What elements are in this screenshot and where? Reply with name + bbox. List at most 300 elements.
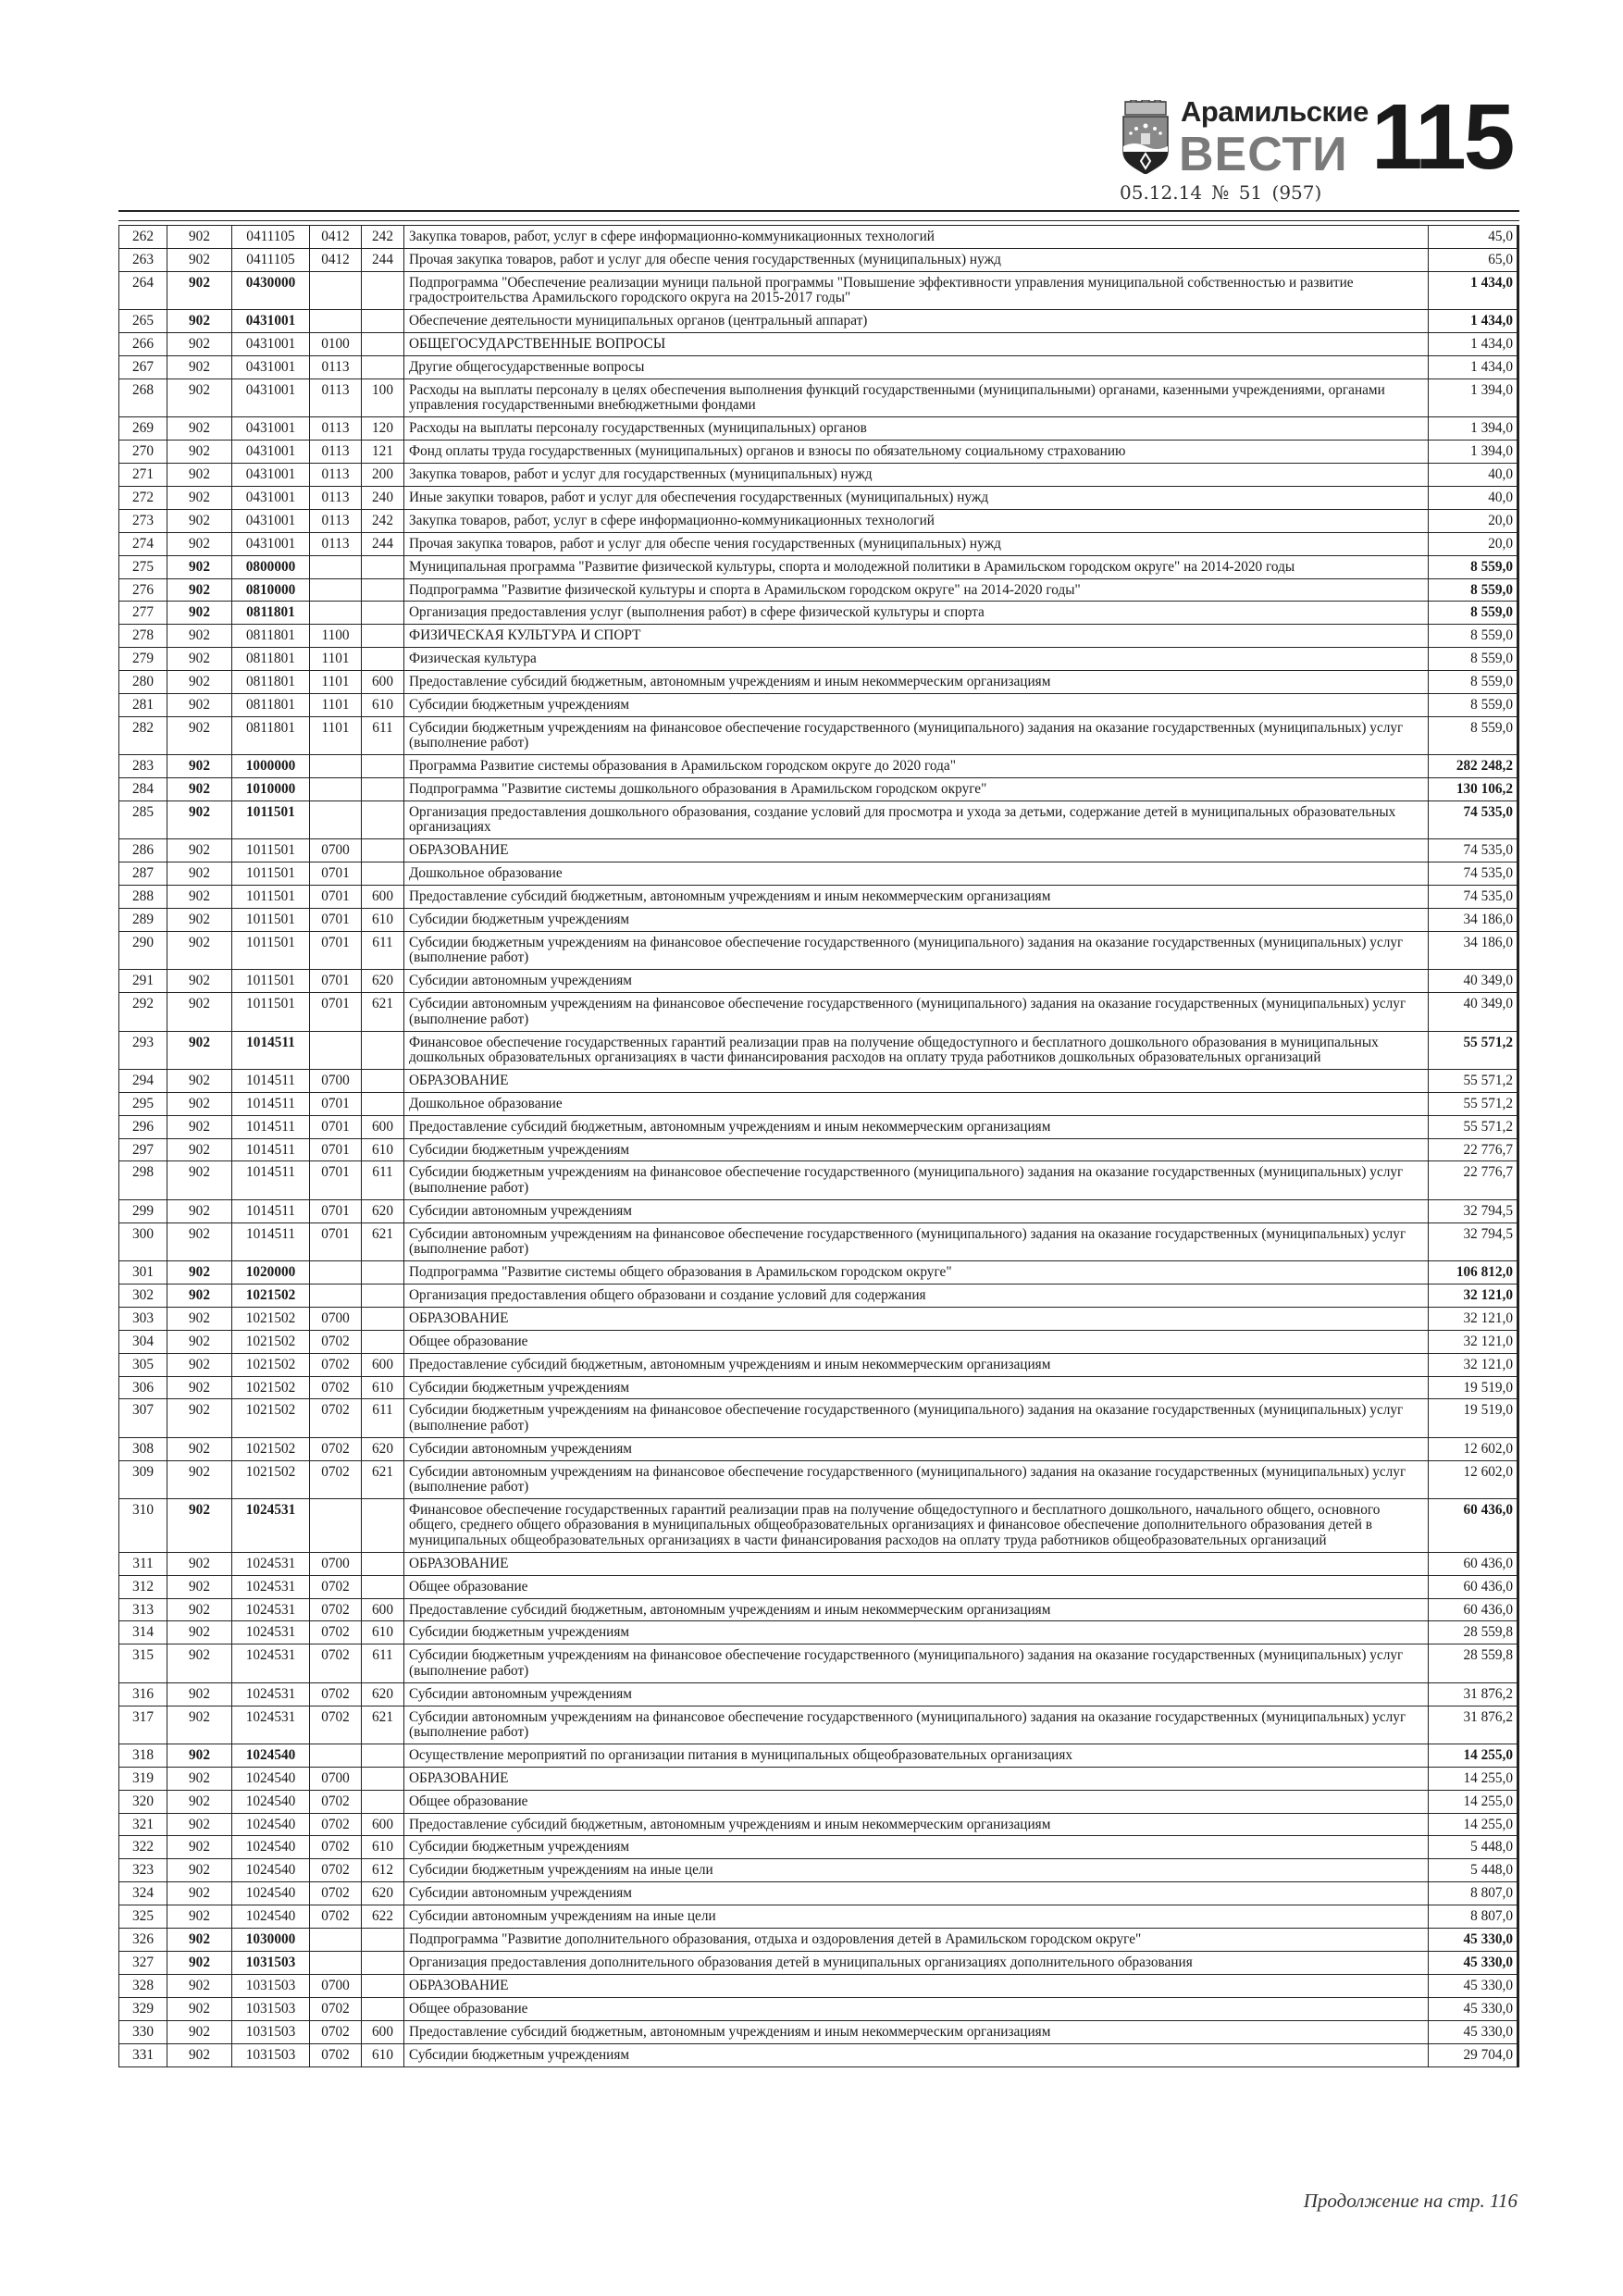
- section-code-cell: [310, 310, 362, 333]
- target-article-code-cell: 1014511: [232, 1031, 310, 1069]
- department-code-cell: 902: [167, 716, 232, 754]
- expense-type-code-cell: [362, 578, 404, 602]
- table-row: [119, 1552, 1518, 1575]
- header-rule: [118, 210, 1519, 212]
- department-code-cell: 902: [167, 1115, 232, 1138]
- amount-cell: 20,0: [1429, 532, 1518, 555]
- section-code-cell: 0702: [310, 1859, 362, 1882]
- amount-cell: 1 434,0: [1429, 310, 1518, 333]
- amount-cell: 74 535,0: [1429, 839, 1518, 863]
- department-code-cell: 902: [167, 310, 232, 333]
- description-cell: Предоставление субсидий бюджетным, автономным учреждениям и иным некоммерческим организациям: [404, 1353, 1429, 1376]
- table-row: [119, 1498, 1518, 1552]
- description-cell: Субсидии бюджетным учреждениям на финансовое обеспечение государственного (муниципального) задания на оказание государственных (муниципальных) услуг (выполнение работ): [404, 1644, 1429, 1682]
- amount-cell: 40 349,0: [1429, 970, 1518, 993]
- department-code-cell: 902: [167, 839, 232, 863]
- section-code-cell: 0701: [310, 932, 362, 970]
- row-number-cell: 289: [119, 909, 167, 932]
- section-code-cell: 1100: [310, 625, 362, 648]
- target-article-code-cell: 0431001: [232, 310, 310, 333]
- row-number-cell: 303: [119, 1307, 167, 1330]
- target-article-code-cell: 1011501: [232, 801, 310, 839]
- department-code-cell: 902: [167, 886, 232, 909]
- department-code-cell: 902: [167, 1261, 232, 1285]
- target-article-code-cell: 0811801: [232, 694, 310, 717]
- row-number-cell: 327: [119, 1952, 167, 1975]
- expense-type-code-cell: 610: [362, 1138, 404, 1161]
- row-number-cell: 318: [119, 1744, 167, 1767]
- expense-type-code-cell: [362, 1952, 404, 1975]
- department-code-cell: 902: [167, 1644, 232, 1682]
- description-cell: Прочая закупка товаров, работ и услуг для обеспе чения государственных (муниципальных) нужд: [404, 532, 1429, 555]
- amount-cell: 65,0: [1429, 248, 1518, 271]
- department-code-cell: 902: [167, 801, 232, 839]
- amount-cell: 45 330,0: [1429, 1997, 1518, 2020]
- description-cell: Расходы на выплаты персоналу государственных (муниципальных) органов: [404, 417, 1429, 441]
- department-code-cell: 902: [167, 1069, 232, 1092]
- table-row: [119, 1199, 1518, 1222]
- description-cell: ОБРАЗОВАНИЕ: [404, 1767, 1429, 1790]
- row-number-cell: 328: [119, 1974, 167, 1997]
- amount-cell: 74 535,0: [1429, 863, 1518, 886]
- table-row: [119, 379, 1518, 416]
- amount-cell: 1 434,0: [1429, 333, 1518, 356]
- department-code-cell: 902: [167, 1706, 232, 1744]
- amount-cell: 22 776,7: [1429, 1161, 1518, 1199]
- table-row: [119, 1706, 1518, 1744]
- amount-cell: 20,0: [1429, 509, 1518, 532]
- description-cell: ОБРАЗОВАНИЕ: [404, 1552, 1429, 1575]
- department-code-cell: 902: [167, 1682, 232, 1706]
- row-number-cell: 279: [119, 648, 167, 671]
- target-article-code-cell: 1020000: [232, 1261, 310, 1285]
- section-code-cell: [310, 1261, 362, 1285]
- row-number-cell: 300: [119, 1222, 167, 1260]
- table-row: [119, 248, 1518, 271]
- expense-type-code-cell: [362, 1790, 404, 1813]
- expense-type-code-cell: 244: [362, 532, 404, 555]
- target-article-code-cell: 1024531: [232, 1498, 310, 1552]
- amount-cell: 40,0: [1429, 463, 1518, 486]
- expense-type-code-cell: [362, 755, 404, 778]
- row-number-cell: 310: [119, 1498, 167, 1552]
- section-code-cell: 0700: [310, 1552, 362, 1575]
- city-coat-of-arms-icon: [1120, 100, 1171, 174]
- row-number-cell: 267: [119, 355, 167, 379]
- table-row: [119, 333, 1518, 356]
- table-row: [119, 1929, 1518, 1952]
- target-article-code-cell: 1014511: [232, 1199, 310, 1222]
- section-code-cell: 0702: [310, 1905, 362, 1929]
- row-number-cell: 266: [119, 333, 167, 356]
- target-article-code-cell: 1011501: [232, 863, 310, 886]
- description-cell: Закупка товаров, работ и услуг для государственных (муниципальных) нужд: [404, 463, 1429, 486]
- section-code-cell: [310, 1031, 362, 1069]
- department-code-cell: 902: [167, 1199, 232, 1222]
- department-code-cell: 902: [167, 970, 232, 993]
- budget-table: [118, 225, 1519, 2067]
- target-article-code-cell: 0810000: [232, 578, 310, 602]
- department-code-cell: 902: [167, 248, 232, 271]
- expense-type-code-cell: 100: [362, 379, 404, 416]
- target-article-code-cell: 1011501: [232, 932, 310, 970]
- table-row: [119, 555, 1518, 578]
- expense-type-code-cell: [362, 1575, 404, 1598]
- target-article-code-cell: 1021502: [232, 1460, 310, 1498]
- expense-type-code-cell: 611: [362, 1161, 404, 1199]
- department-code-cell: 902: [167, 1031, 232, 1069]
- department-code-cell: 902: [167, 1307, 232, 1330]
- department-code-cell: 902: [167, 694, 232, 717]
- table-row: [119, 1598, 1518, 1621]
- section-code-cell: 0412: [310, 226, 362, 249]
- row-number-cell: 269: [119, 417, 167, 441]
- description-cell: Осуществление мероприятий по организации питания в муниципальных общеобразовательных организациях: [404, 1744, 1429, 1767]
- table-row: [119, 532, 1518, 555]
- target-article-code-cell: 1024531: [232, 1598, 310, 1621]
- target-article-code-cell: 0431001: [232, 532, 310, 555]
- target-article-code-cell: 0411105: [232, 248, 310, 271]
- department-code-cell: 902: [167, 1997, 232, 2020]
- amount-cell: 22 776,7: [1429, 1138, 1518, 1161]
- expense-type-code-cell: [362, 333, 404, 356]
- section-code-cell: 0701: [310, 1161, 362, 1199]
- description-cell: Субсидии бюджетным учреждениям: [404, 909, 1429, 932]
- row-number-cell: 312: [119, 1575, 167, 1598]
- department-code-cell: 902: [167, 333, 232, 356]
- target-article-code-cell: 0811801: [232, 648, 310, 671]
- section-code-cell: 0702: [310, 1813, 362, 1836]
- target-article-code-cell: 1030000: [232, 1929, 310, 1952]
- section-code-cell: 0702: [310, 1353, 362, 1376]
- expense-type-code-cell: 600: [362, 671, 404, 694]
- target-article-code-cell: 1011501: [232, 970, 310, 993]
- section-code-cell: 0700: [310, 1974, 362, 1997]
- section-code-cell: [310, 555, 362, 578]
- amount-cell: 34 186,0: [1429, 909, 1518, 932]
- table-row: [119, 648, 1518, 671]
- department-code-cell: 902: [167, 1353, 232, 1376]
- section-code-cell: 1101: [310, 716, 362, 754]
- table-row: [119, 1092, 1518, 1115]
- description-cell: Финансовое обеспечение государственных гарантий реализации прав на получение общедоступного и бесплатного дошкольного образования в муниципальных дошкольных образовательных организациях в части финансирования расходов на оплату труда работников дошкольных образовательных организаций: [404, 1031, 1429, 1069]
- amount-cell: 1 394,0: [1429, 417, 1518, 441]
- section-code-cell: 0702: [310, 1790, 362, 1813]
- expense-type-code-cell: [362, 778, 404, 801]
- section-code-cell: [310, 1284, 362, 1307]
- amount-cell: 45 330,0: [1429, 1929, 1518, 1952]
- row-number-cell: 296: [119, 1115, 167, 1138]
- row-number-cell: 316: [119, 1682, 167, 1706]
- description-cell: Субсидии автономным учреждениям: [404, 1199, 1429, 1222]
- expense-type-code-cell: 621: [362, 1222, 404, 1260]
- expense-type-code-cell: 620: [362, 970, 404, 993]
- section-code-cell: 0701: [310, 1222, 362, 1260]
- row-number-cell: 325: [119, 1905, 167, 1929]
- description-cell: ОБРАЗОВАНИЕ: [404, 1307, 1429, 1330]
- description-cell: Субсидии бюджетным учреждениям: [404, 1376, 1429, 1399]
- amount-cell: 14 255,0: [1429, 1744, 1518, 1767]
- description-cell: Субсидии автономным учреждениям: [404, 970, 1429, 993]
- amount-cell: 1 434,0: [1429, 355, 1518, 379]
- amount-cell: 1 394,0: [1429, 441, 1518, 464]
- target-article-code-cell: 0431001: [232, 463, 310, 486]
- section-code-cell: 0702: [310, 1598, 362, 1621]
- expense-type-code-cell: 610: [362, 1376, 404, 1399]
- description-cell: Субсидии бюджетным учреждениям: [404, 1621, 1429, 1644]
- expense-type-code-cell: 610: [362, 2043, 404, 2066]
- section-code-cell: 1101: [310, 694, 362, 717]
- section-code-cell: 0702: [310, 1836, 362, 1859]
- description-cell: Предоставление субсидий бюджетным, автономным учреждениям и иным некоммерческим организациям: [404, 2020, 1429, 2043]
- description-cell: Физическая культура: [404, 648, 1429, 671]
- section-code-cell: 0701: [310, 1115, 362, 1138]
- section-code-cell: [310, 1744, 362, 1767]
- target-article-code-cell: 1024540: [232, 1836, 310, 1859]
- section-code-cell: 0702: [310, 1399, 362, 1437]
- table-row: [119, 1790, 1518, 1813]
- department-code-cell: 902: [167, 1575, 232, 1598]
- expense-type-code-cell: [362, 1744, 404, 1767]
- description-cell: Организация предоставления дошкольного образования, создание условий для просмотра и ухода за детьми, содержание детей в муниципальных образовательных организациях: [404, 801, 1429, 839]
- row-number-cell: 273: [119, 509, 167, 532]
- section-code-cell: [310, 578, 362, 602]
- target-article-code-cell: 0431001: [232, 333, 310, 356]
- expense-type-code-cell: [362, 1307, 404, 1330]
- table-row: [119, 886, 1518, 909]
- description-cell: ОБРАЗОВАНИЕ: [404, 1974, 1429, 1997]
- row-number-cell: 268: [119, 379, 167, 416]
- expense-type-code-cell: [362, 310, 404, 333]
- section-code-cell: 0702: [310, 1330, 362, 1353]
- row-number-cell: 277: [119, 602, 167, 625]
- expense-type-code-cell: 600: [362, 886, 404, 909]
- department-code-cell: 902: [167, 1399, 232, 1437]
- expense-type-code-cell: [362, 648, 404, 671]
- table-row: [119, 1138, 1518, 1161]
- table-row: [119, 463, 1518, 486]
- amount-cell: 14 255,0: [1429, 1767, 1518, 1790]
- expense-type-code-cell: [362, 355, 404, 379]
- table-row: [119, 486, 1518, 509]
- table-row: [119, 1621, 1518, 1644]
- table-row: [119, 2020, 1518, 2043]
- description-cell: Расходы на выплаты персоналу в целях обеспечения выполнения функций государственными (муниципальными) органами, казенными учреждениями, органами управления государственными внебюджетными фондами: [404, 379, 1429, 416]
- target-article-code-cell: 1011501: [232, 909, 310, 932]
- department-code-cell: 902: [167, 463, 232, 486]
- row-number-cell: 321: [119, 1813, 167, 1836]
- department-code-cell: 902: [167, 993, 232, 1031]
- table-row: [119, 801, 1518, 839]
- target-article-code-cell: 1021502: [232, 1353, 310, 1376]
- row-number-cell: 299: [119, 1199, 167, 1222]
- department-code-cell: 902: [167, 1437, 232, 1460]
- row-number-cell: 301: [119, 1261, 167, 1285]
- table-row: [119, 1767, 1518, 1790]
- amount-cell: 55 571,2: [1429, 1115, 1518, 1138]
- section-code-cell: 0700: [310, 1767, 362, 1790]
- section-code-cell: 0113: [310, 486, 362, 509]
- table-row: [119, 1859, 1518, 1882]
- target-article-code-cell: 0430000: [232, 271, 310, 309]
- target-article-code-cell: 1024540: [232, 1767, 310, 1790]
- target-article-code-cell: 1021502: [232, 1399, 310, 1437]
- expense-type-code-cell: 620: [362, 1437, 404, 1460]
- target-article-code-cell: 1024540: [232, 1905, 310, 1929]
- table-row: [119, 1284, 1518, 1307]
- target-article-code-cell: 1000000: [232, 755, 310, 778]
- description-cell: Субсидии бюджетным учреждениям: [404, 1836, 1429, 1859]
- department-code-cell: 902: [167, 1330, 232, 1353]
- section-code-cell: 0113: [310, 509, 362, 532]
- row-number-cell: 297: [119, 1138, 167, 1161]
- target-article-code-cell: 1031503: [232, 1952, 310, 1975]
- amount-cell: 106 812,0: [1429, 1261, 1518, 1285]
- amount-cell: 5 448,0: [1429, 1859, 1518, 1882]
- row-number-cell: 271: [119, 463, 167, 486]
- amount-cell: 130 106,2: [1429, 778, 1518, 801]
- expense-type-code-cell: 200: [362, 463, 404, 486]
- target-article-code-cell: 1014511: [232, 1138, 310, 1161]
- expense-type-code-cell: [362, 1261, 404, 1285]
- section-code-cell: 0113: [310, 379, 362, 416]
- description-cell: Предоставление субсидий бюджетным, автономным учреждениям и иным некоммерческим организациям: [404, 886, 1429, 909]
- expense-type-code-cell: 600: [362, 1598, 404, 1621]
- table-row: [119, 1882, 1518, 1905]
- row-number-cell: 282: [119, 716, 167, 754]
- description-cell: Подпрограмма "Развитие системы общего образования в Арамильском городском округе": [404, 1261, 1429, 1285]
- row-number-cell: 262: [119, 226, 167, 249]
- department-code-cell: 902: [167, 532, 232, 555]
- row-number-cell: 294: [119, 1069, 167, 1092]
- section-code-cell: 0702: [310, 2020, 362, 2043]
- row-number-cell: 292: [119, 993, 167, 1031]
- expense-type-code-cell: 610: [362, 694, 404, 717]
- table-row: [119, 1376, 1518, 1399]
- expense-type-code-cell: 620: [362, 1199, 404, 1222]
- amount-cell: 34 186,0: [1429, 932, 1518, 970]
- amount-cell: 5 448,0: [1429, 1836, 1518, 1859]
- row-number-cell: 280: [119, 671, 167, 694]
- description-cell: Закупка товаров, работ, услуг в сфере информационно-коммуникационных технологий: [404, 509, 1429, 532]
- table-row: [119, 441, 1518, 464]
- department-code-cell: 902: [167, 2020, 232, 2043]
- table-row: [119, 1222, 1518, 1260]
- expense-type-code-cell: 600: [362, 1813, 404, 1836]
- description-cell: Иные закупки товаров, работ и услуг для обеспечения государственных (муниципальных) нужд: [404, 486, 1429, 509]
- amount-cell: 74 535,0: [1429, 886, 1518, 909]
- table-row: [119, 970, 1518, 993]
- table-row: [119, 1307, 1518, 1330]
- description-cell: Субсидии бюджетным учреждениям на финансовое обеспечение государственного (муниципального) задания на оказание государственных (муниципальных) услуг (выполнение работ): [404, 1161, 1429, 1199]
- amount-cell: 14 255,0: [1429, 1813, 1518, 1836]
- amount-cell: 45 330,0: [1429, 1952, 1518, 1975]
- target-article-code-cell: 0431001: [232, 441, 310, 464]
- department-code-cell: 902: [167, 625, 232, 648]
- section-code-cell: 0113: [310, 441, 362, 464]
- target-article-code-cell: 0431001: [232, 509, 310, 532]
- description-cell: Дошкольное образование: [404, 863, 1429, 886]
- amount-cell: 282 248,2: [1429, 755, 1518, 778]
- section-code-cell: 1101: [310, 648, 362, 671]
- row-number-cell: 283: [119, 755, 167, 778]
- target-article-code-cell: 1014511: [232, 1222, 310, 1260]
- table-row: [119, 909, 1518, 932]
- row-number-cell: 291: [119, 970, 167, 993]
- expense-type-code-cell: 610: [362, 909, 404, 932]
- department-code-cell: 902: [167, 1905, 232, 1929]
- department-code-cell: 902: [167, 1813, 232, 1836]
- department-code-cell: 902: [167, 379, 232, 416]
- row-number-cell: 322: [119, 1836, 167, 1859]
- department-code-cell: 902: [167, 1460, 232, 1498]
- target-article-code-cell: 1024531: [232, 1552, 310, 1575]
- target-article-code-cell: 1024531: [232, 1575, 310, 1598]
- row-number-cell: 311: [119, 1552, 167, 1575]
- table-row: [119, 271, 1518, 309]
- section-code-cell: 0701: [310, 1092, 362, 1115]
- table-row: [119, 1974, 1518, 1997]
- description-cell: Субсидии бюджетным учреждениям на финансовое обеспечение государственного (муниципального) задания на оказание государственных (муниципальных) услуг (выполнение работ): [404, 932, 1429, 970]
- target-article-code-cell: 1021502: [232, 1437, 310, 1460]
- section-code-cell: [310, 602, 362, 625]
- department-code-cell: 902: [167, 1744, 232, 1767]
- department-code-cell: 902: [167, 1621, 232, 1644]
- expense-type-code-cell: 610: [362, 1621, 404, 1644]
- amount-cell: 45,0: [1429, 226, 1518, 249]
- row-number-cell: 308: [119, 1437, 167, 1460]
- amount-cell: 55 571,2: [1429, 1031, 1518, 1069]
- section-code-cell: 0701: [310, 970, 362, 993]
- description-cell: Субсидии автономным учреждениям на финансовое обеспечение государственного (муниципального) задания на оказание государственных (муниципальных) услуг (выполнение работ): [404, 993, 1429, 1031]
- section-code-cell: [310, 778, 362, 801]
- budget-table-body: [119, 226, 1518, 2067]
- description-cell: Подпрограмма "Развитие физической культуры и спорта в Арамильском городском округе" на 2014-2020 годы": [404, 578, 1429, 602]
- expense-type-code-cell: 620: [362, 1882, 404, 1905]
- amount-cell: 8 559,0: [1429, 625, 1518, 648]
- row-number-cell: 330: [119, 2020, 167, 2043]
- brand-name-main: ВЕСТИ: [1179, 128, 1348, 181]
- table-row: [119, 226, 1518, 249]
- row-number-cell: 302: [119, 1284, 167, 1307]
- row-number-cell: 265: [119, 310, 167, 333]
- target-article-code-cell: 0800000: [232, 555, 310, 578]
- department-code-cell: 902: [167, 671, 232, 694]
- department-code-cell: 902: [167, 226, 232, 249]
- target-article-code-cell: 1014511: [232, 1161, 310, 1199]
- description-cell: Субсидии бюджетным учреждениям: [404, 694, 1429, 717]
- description-cell: Другие общегосударственные вопросы: [404, 355, 1429, 379]
- table-row: [119, 1353, 1518, 1376]
- description-cell: Субсидии бюджетным учреждениям на иные цели: [404, 1859, 1429, 1882]
- amount-cell: 55 571,2: [1429, 1092, 1518, 1115]
- expense-type-code-cell: [362, 1284, 404, 1307]
- row-number-cell: 313: [119, 1598, 167, 1621]
- target-article-code-cell: 0431001: [232, 417, 310, 441]
- department-code-cell: 902: [167, 417, 232, 441]
- expense-type-code-cell: [362, 1092, 404, 1115]
- row-number-cell: 270: [119, 441, 167, 464]
- table-row: [119, 1644, 1518, 1682]
- amount-cell: 32 121,0: [1429, 1330, 1518, 1353]
- department-code-cell: 902: [167, 1552, 232, 1575]
- row-number-cell: 320: [119, 1790, 167, 1813]
- section-code-cell: 0702: [310, 1437, 362, 1460]
- section-code-cell: 0702: [310, 1882, 362, 1905]
- target-article-code-cell: 1024540: [232, 1813, 310, 1836]
- expense-type-code-cell: [362, 271, 404, 309]
- target-article-code-cell: 1014511: [232, 1115, 310, 1138]
